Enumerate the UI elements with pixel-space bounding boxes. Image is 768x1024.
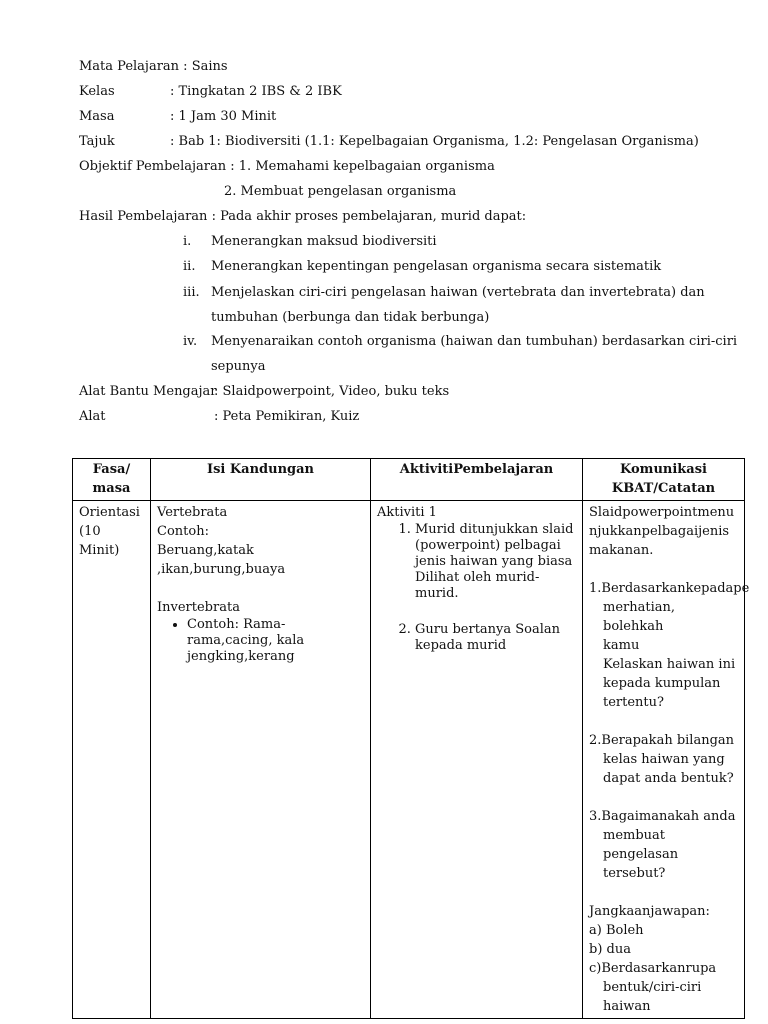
aktiviti-title: Aktiviti 1 (377, 505, 437, 520)
hasil-item-text: Menerangkan kepentingan pengelasan organisma secara sistematik (211, 259, 662, 274)
answer-c-line: haiwan (603, 999, 651, 1014)
list-item: 2. Guru bertanya Soalan kepada murid (415, 622, 576, 654)
fasa-cell (73, 501, 151, 1019)
alat-value: : Peta Pemikiran, Kuiz (214, 409, 360, 424)
contoh-label: Contoh: (157, 524, 209, 539)
tajuk-label: Tajuk (79, 134, 115, 149)
hasil-item-number: iii. (183, 285, 200, 300)
invertebrata-heading: Invertebrata (157, 600, 240, 615)
question-2-head: 2.Berapakah bilangan (589, 733, 735, 748)
objektif-line-2: 2. Membuat pengelasan organisma (224, 184, 457, 199)
table-header-row (73, 459, 745, 501)
answer-b: b) dua (589, 942, 631, 957)
header-fasa-masa: Fasa/ masa (73, 459, 151, 501)
mata-pelajaran-line: Mata Pelajaran : Sains (79, 59, 228, 74)
header-komunikasi-kbat: Komunikasi KBAT/Catatan (583, 459, 745, 501)
hasil-item-text: Menjelaskan ciri-ciri pengelasan haiwan (vertebrata dan invertebrata) dan (211, 285, 705, 300)
masa-value: : 1 Jam 30 Minit (170, 109, 277, 124)
hasil-item-number: iv. (183, 334, 198, 349)
answer-c-head: c)Berdasarkanrupa (589, 961, 717, 976)
hasil-item-number: ii. (183, 259, 196, 274)
header-aktiviti-pembelajaran: AktivitiPembelajaran (371, 459, 583, 501)
jangkaan-jawapan-label: Jangkaanjawapan: (589, 904, 710, 919)
komunikasi-cell (583, 501, 750, 1019)
table-row (73, 501, 745, 1019)
objektif-line-1: Objektif Pembelajaran : 1. Memahami kepelbagaian organisma (79, 159, 495, 174)
aktiviti-cell (371, 501, 583, 1019)
hasil-item-number: i. (183, 234, 192, 249)
lesson-plan-table (72, 458, 750, 1019)
masa-label: Masa (79, 109, 115, 124)
kelas-label: Kelas (79, 84, 115, 99)
question-1-line: tertentu? (603, 695, 664, 710)
vertebrata-examples: Beruang,katak ,ikan,burung,buaya (157, 543, 286, 577)
question-2-line: dapat anda bentuk? (603, 771, 734, 786)
hasil-pembelajaran-line: Hasil Pembelajaran : Pada akhir proses pembelajaran, murid dapat: (79, 209, 527, 224)
hasil-item-continuation: tumbuhan (berbunga dan tidak berbunga) (211, 310, 490, 325)
question-3-line: membuat pengelasan (603, 828, 679, 862)
question-3-head: 3.Bagaimanakah anda (589, 809, 736, 824)
question-1-line: merhatian, bolehkah (603, 600, 675, 634)
header-isi-kandungan: Isi Kandungan (151, 459, 371, 501)
question-1-line: kamu (603, 638, 640, 653)
list-item: • Contoh: Rama-rama,cacing, kala jengking,kerang (187, 617, 364, 665)
question-3-line: tersebut? (603, 866, 666, 881)
tajuk-value: : Bab 1: Biodiversiti (1.1: Kepelbagaian Organisma, 1.2: Pengelasan Organisma) (170, 134, 699, 149)
alat-bantu-value: : Slaidpowerpoint, Video, buku teks (214, 384, 450, 399)
question-1-line: kepada kumpulan (603, 676, 721, 691)
invertebrata-list (157, 617, 364, 665)
question-2-line: kelas haiwan yang (603, 752, 725, 767)
vertebrata-heading: Vertebrata (157, 505, 228, 520)
aktiviti-list (377, 522, 576, 654)
komunikasi-intro: Slaidpowerpointmenunjukkanpelbagaijenismakanan. (589, 505, 735, 558)
fasa-duration: (10 Minit) (79, 524, 120, 558)
answer-a: a) Boleh (589, 923, 644, 938)
fasa-name: Orientasi (79, 505, 140, 520)
hasil-item-text: Menyenaraikan contoh organisma (haiwan dan tumbuhan) berdasarkan ciri-ciri (211, 334, 738, 349)
list-item: 1. Murid ditunjukkan slaid (powerpoint) pelbagai jenis haiwan yang biasa Dilihat oleh murid-murid. (415, 522, 576, 602)
answer-c-line: bentuk/ciri-ciri (603, 980, 702, 995)
hasil-item-continuation: sepunya (211, 359, 266, 374)
alat-bantu-label: Alat Bantu Mengajar (79, 384, 217, 399)
alat-label: Alat (79, 409, 106, 424)
kelas-value: : Tingkatan 2 IBS & 2 IBK (170, 84, 342, 99)
question-1-line: Kelaskan haiwan ini (603, 657, 736, 672)
isi-kandungan-cell (151, 501, 371, 1019)
question-1-head: 1.Berdasarkankepadape (589, 581, 750, 596)
hasil-item-text: Menerangkan maksud biodiversiti (211, 234, 437, 249)
